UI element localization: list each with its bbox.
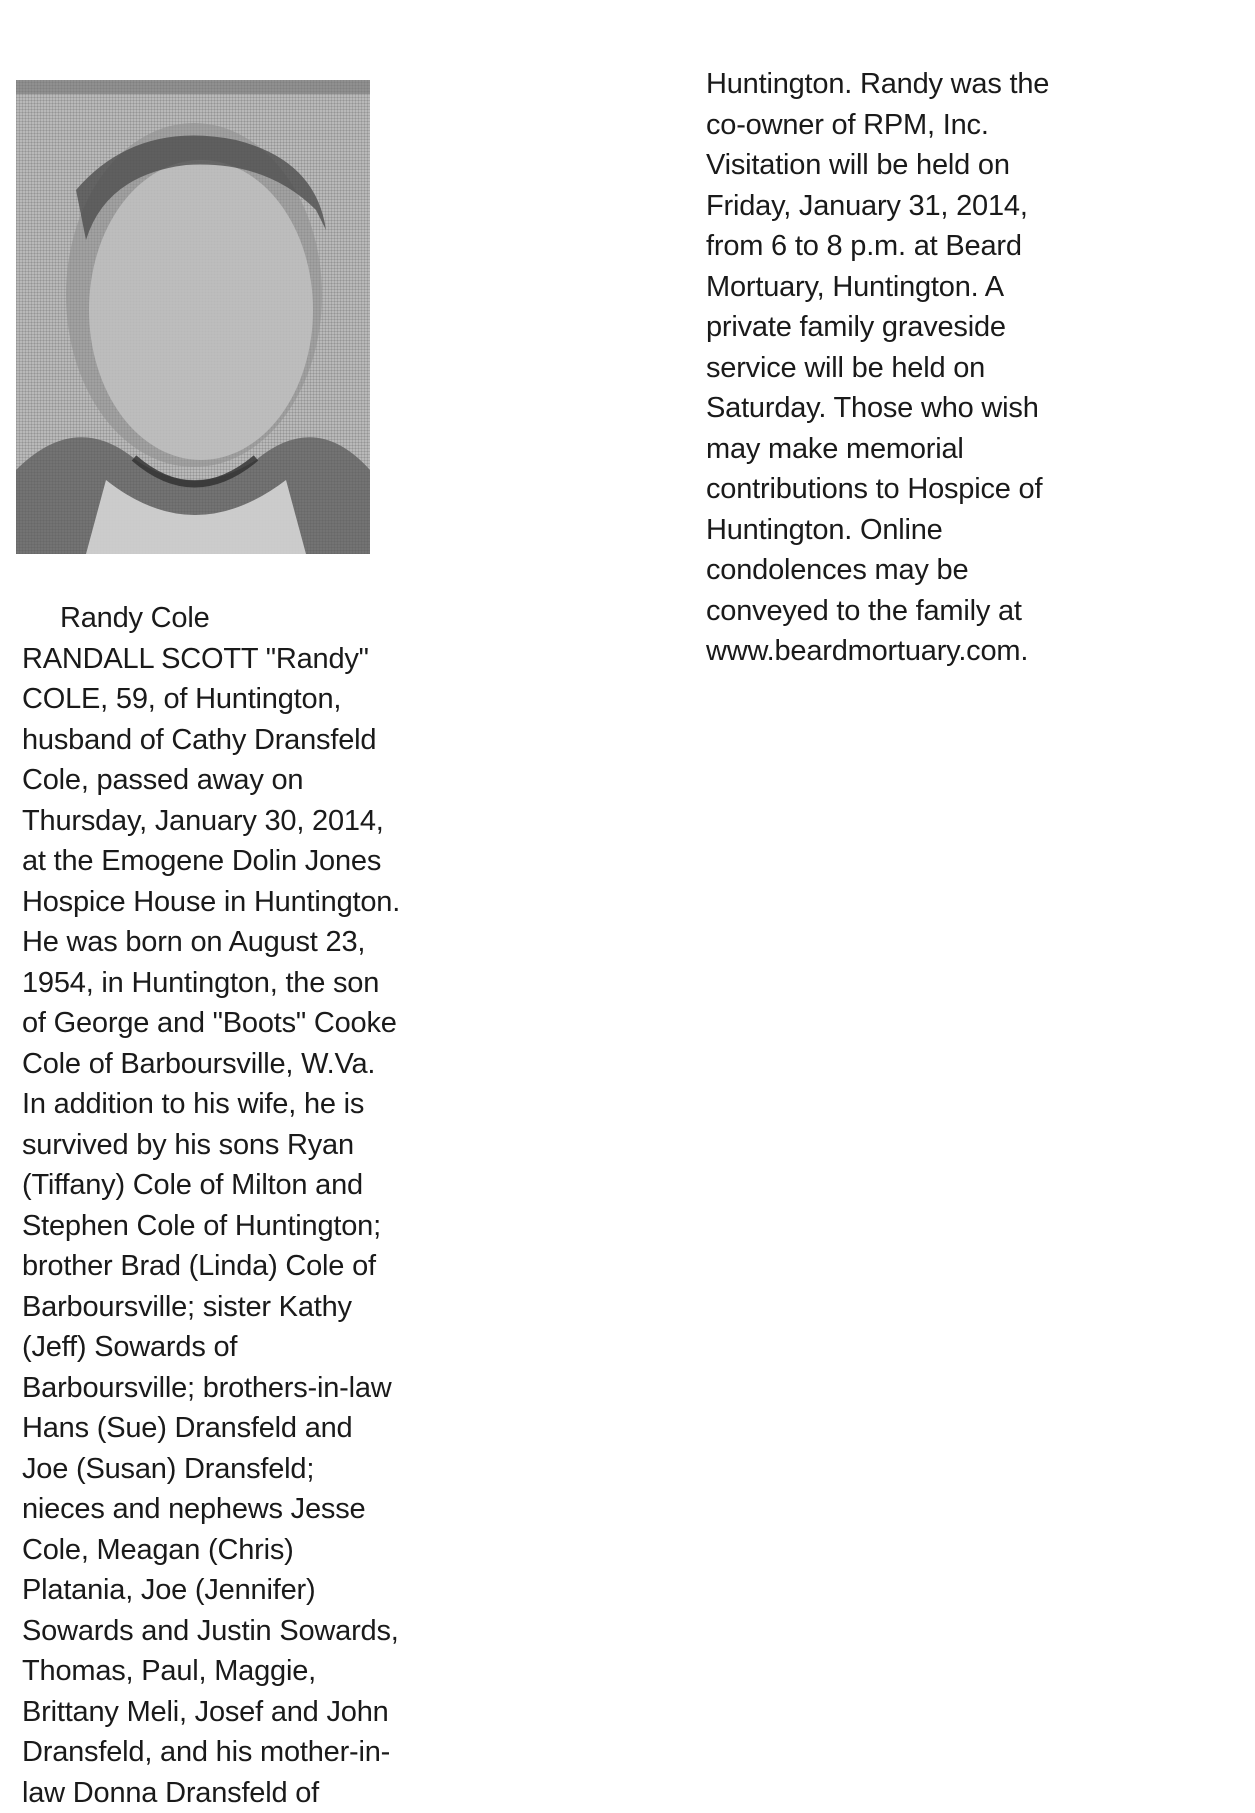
obituary-line: Stephen Cole of Huntington; bbox=[22, 1206, 502, 1247]
obituary-line: law Donna Dransfeld of bbox=[22, 1773, 502, 1813]
obituary-line: co-owner of RPM, Inc. bbox=[706, 105, 1176, 146]
obituary-line: He was born on August 23, bbox=[22, 922, 502, 963]
obituary-line: nieces and nephews Jesse bbox=[22, 1489, 502, 1530]
obituary-line: Cole, Meagan (Chris) bbox=[22, 1530, 502, 1571]
obituary-line: RANDALL SCOTT "Randy" bbox=[22, 639, 502, 680]
obituary-line: from 6 to 8 p.m. at Beard bbox=[706, 226, 1176, 267]
obituary-line: Dransfeld, and his mother-in- bbox=[22, 1732, 502, 1773]
obituary-line: at the Emogene Dolin Jones bbox=[22, 841, 502, 882]
obituary-line: 1954, in Huntington, the son bbox=[22, 963, 502, 1004]
obituary-line: survived by his sons Ryan bbox=[22, 1125, 502, 1166]
obituary-line: may make memorial bbox=[706, 429, 1176, 470]
obituary-line: of George and "Boots" Cooke bbox=[22, 1003, 502, 1044]
obituary-line: Barboursville; brothers-in-law bbox=[22, 1368, 502, 1409]
obituary-line: contributions to Hospice of bbox=[706, 469, 1176, 510]
obituary-line: Thomas, Paul, Maggie, bbox=[22, 1651, 502, 1692]
obituary-heading: Randy Cole bbox=[22, 598, 502, 639]
portrait-photo-icon bbox=[16, 80, 370, 554]
obituary-line: Hans (Sue) Dransfeld and bbox=[22, 1408, 502, 1449]
obituary-line: Joe (Susan) Dransfeld; bbox=[22, 1449, 502, 1490]
obituary-line: Mortuary, Huntington. A bbox=[706, 267, 1176, 308]
obituary-line: Sowards and Justin Sowards, bbox=[22, 1611, 502, 1652]
obituary-line: (Tiffany) Cole of Milton and bbox=[22, 1165, 502, 1206]
obituary-line: Barboursville; sister Kathy bbox=[22, 1287, 502, 1328]
obituary-line: Platania, Joe (Jennifer) bbox=[22, 1570, 502, 1611]
obituary-line: service will be held on bbox=[706, 348, 1176, 389]
obituary-line: Thursday, January 30, 2014, bbox=[22, 801, 502, 842]
portrait-photo bbox=[16, 80, 370, 554]
obituary-line: conveyed to the family at bbox=[706, 591, 1176, 632]
obituary-line: Visitation will be held on bbox=[706, 145, 1176, 186]
obituary-line: brother Brad (Linda) Cole of bbox=[22, 1246, 502, 1287]
obituary-line: Huntington. Online bbox=[706, 510, 1176, 551]
obituary-line: In addition to his wife, he is bbox=[22, 1084, 502, 1125]
obituary-line: (Jeff) Sowards of bbox=[22, 1327, 502, 1368]
obituary-line: husband of Cathy Dransfeld bbox=[22, 720, 502, 761]
obituary-line: private family graveside bbox=[706, 307, 1176, 348]
obituary-line: Saturday. Those who wish bbox=[706, 388, 1176, 429]
obituary-line: condolences may be bbox=[706, 550, 1176, 591]
obituary-line: Friday, January 31, 2014, bbox=[706, 186, 1176, 227]
obituary-line: Huntington. Randy was the bbox=[706, 64, 1176, 105]
obituary-link: www.beardmortuary.com. bbox=[706, 631, 1176, 672]
obituary-line: Brittany Meli, Josef and John bbox=[22, 1692, 502, 1733]
obituary-line: Hospice House in Huntington. bbox=[22, 882, 502, 923]
obituary-column-left bbox=[22, 598, 502, 1813]
obituary-line: Cole of Barboursville, W.Va. bbox=[22, 1044, 502, 1085]
obituary-column-right bbox=[706, 64, 1176, 672]
obituary-line: COLE, 59, of Huntington, bbox=[22, 679, 502, 720]
obituary-line: Cole, passed away on bbox=[22, 760, 502, 801]
